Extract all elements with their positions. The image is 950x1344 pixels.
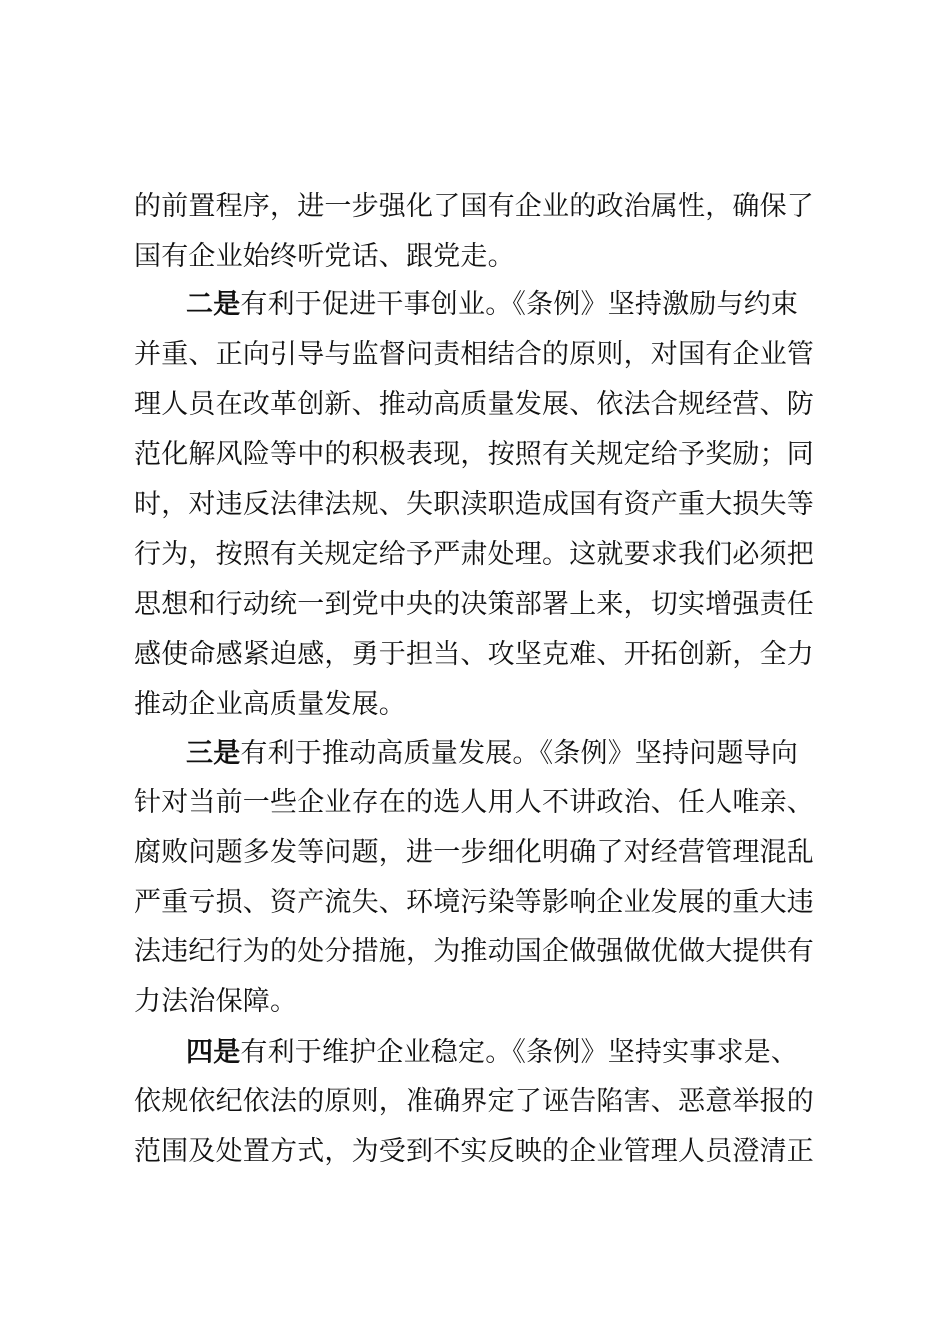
paragraph-2-line-9: 推动企业高质量发展。 bbox=[134, 689, 406, 720]
paragraph-3-line-1-text: 有利于推动高质量发展。《条例》坚持问题导向 bbox=[240, 738, 799, 769]
paragraph-4-line-1 bbox=[186, 1028, 834, 1078]
paragraph-2-line-5: 时，对违反法律法规、失职渎职造成国有资产重大损失等 bbox=[134, 489, 814, 520]
paragraph-1-line-1: 的前置程序，进一步强化了国有企业的政治属性，确保了 bbox=[134, 191, 814, 222]
paragraph-3-line-1 bbox=[186, 729, 834, 779]
paragraph-2-lead: 二是 bbox=[186, 289, 241, 320]
paragraph-2-line-4: 范化解风险等中的积极表现，按照有关规定给予奖励；同 bbox=[134, 439, 814, 470]
paragraph-2-line-7: 思想和行动统一到党中央的决策部署上来，切实增强责任 bbox=[134, 589, 814, 620]
paragraph-2-line-3: 理人员在改革创新、推动高质量发展、依法合规经营、防 bbox=[134, 389, 814, 420]
paragraph-3-line-4: 严重亏损、资产流失、环境污染等影响企业发展的重大违 bbox=[134, 887, 814, 918]
paragraph-3-line-5: 法违纪行为的处分措施，为推动国企做强做优做大提供有 bbox=[134, 936, 814, 967]
paragraph-2-line-1-text: 有利于促进干事创业。《条例》坚持激励与约束 bbox=[240, 289, 799, 320]
paragraph-2-line-2: 并重、正向引导与监督问责相结合的原则，对国有企业管 bbox=[134, 339, 814, 370]
paragraph-4-line-2: 依规依纪依法的原则，准确界定了诬告陷害、恶意举报的 bbox=[134, 1086, 814, 1117]
paragraph-2-line-6: 行为，按照有关规定给予严肃处理。这就要求我们必须把 bbox=[134, 539, 814, 570]
paragraph-2-line-8: 感使命感紧迫感，勇于担当、攻坚克难、开拓创新，全力 bbox=[134, 639, 814, 670]
paragraph-2-line-1 bbox=[186, 280, 834, 330]
paragraph-4-lead: 四是 bbox=[186, 1037, 241, 1068]
paragraph-4-line-3: 范围及处置方式，为受到不实反映的企业管理人员澄清正 bbox=[134, 1136, 814, 1167]
paragraph-3-line-2: 针对当前一些企业存在的选人用人不讲政治、任人唯亲、 bbox=[134, 787, 814, 818]
paragraph-1-line-2: 国有企业始终听党话、跟党走。 bbox=[134, 241, 515, 272]
paragraph-3-line-3: 腐败问题多发等问题，进一步细化明确了对经营管理混乱 bbox=[134, 837, 814, 868]
paragraph-4-line-1-text: 有利于维护企业稳定。《条例》坚持实事求是、 bbox=[240, 1037, 799, 1068]
paragraph-3-lead: 三是 bbox=[186, 738, 241, 769]
paragraph-3-line-6: 力法治保障。 bbox=[134, 986, 298, 1017]
